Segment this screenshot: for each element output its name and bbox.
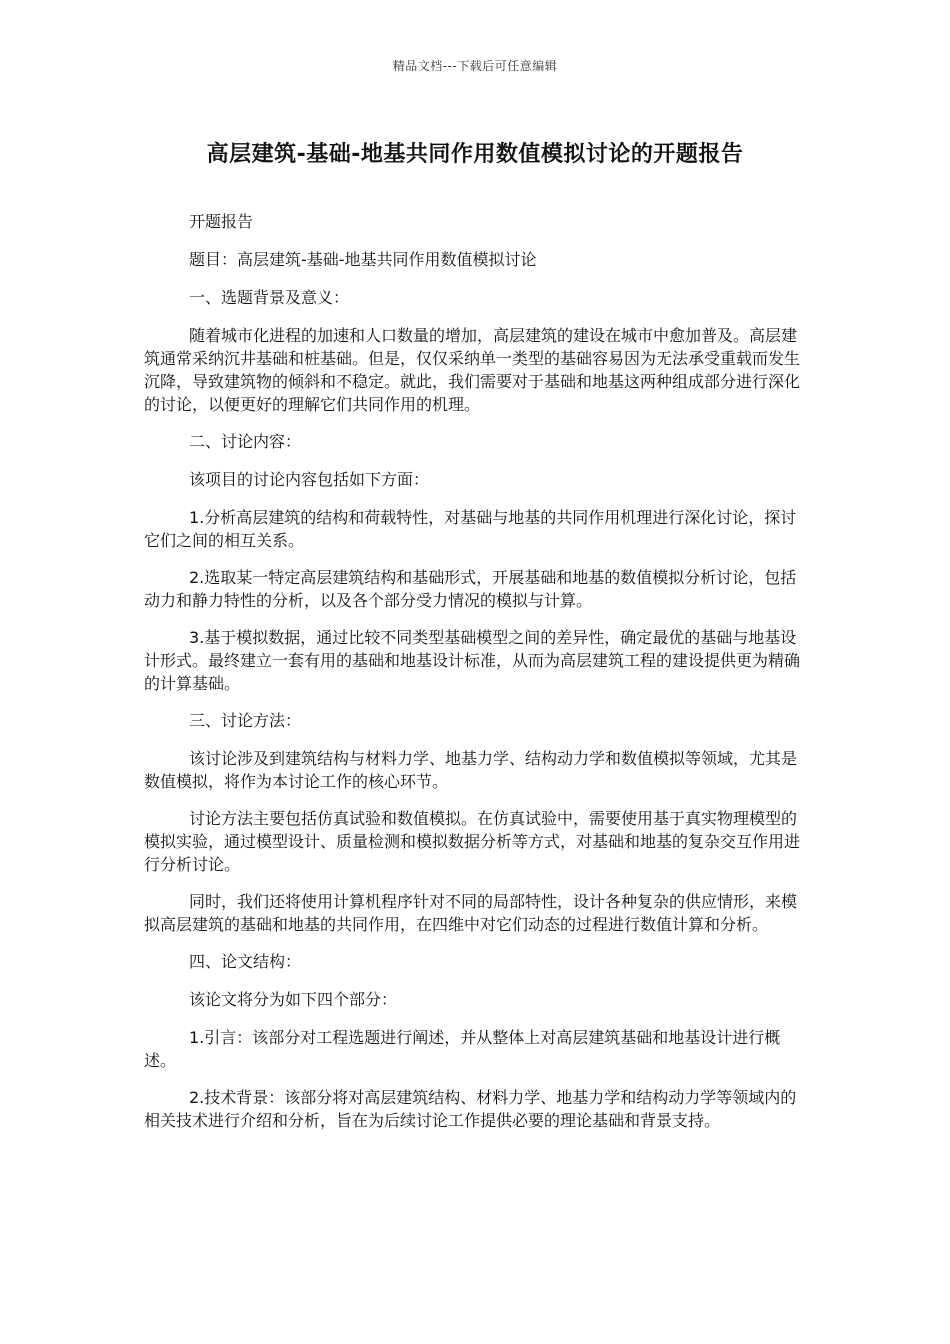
paragraph-content-item-1: 1.分析高层建筑的结构和荷载特性，对基础与地基的共同作用机理进行深化讨论，探讨它们之间的相互关系。 [144,508,797,550]
paragraph-methods-1: 该讨论涉及到建筑结构与材料力学、地基力学、结构动力学和数值模拟等领域，尤其是数值模拟，将作为本讨论工作的核心环节。 [144,749,798,791]
paragraph-structure-item-2: 2.技术背景：该部分将对高层建筑结构、材料力学、地基力学和结构动力学等领域内的相关技术进行介绍和分析，旨在为后续讨论工作提供必要的理论基础和背景支持。 [144,1088,797,1130]
paragraph-structure-item-1: 1.引言：该部分对工程选题进行阐述，并从整体上对高层建筑基础和地基设计进行概述。 [144,1028,781,1070]
paragraph-content-item-2: 2.选取某一特定高层建筑结构和基础形式，开展基础和地基的数值模拟分析讨论，包括动力和静力特性的分析，以及各个部分受力情况的模拟与计算。 [144,568,797,610]
header-note: 精品文档---下载后可任意编辑 [392,59,558,73]
paragraph-content-intro: 该项目的讨论内容包括如下方面： [189,470,430,489]
topic-line: 题目：高层建筑-基础-地基共同作用数值模拟讨论 [189,250,537,269]
paragraph-methods-2: 讨论方法主要包括仿真试验和数值模拟。在仿真试验中，需要使用基于真实物理模型的模拟实验，通过模型设计、质量检测和模拟数据分析等方式，对基础和地基的复杂交互作用进行分析讨论。 [144,809,801,874]
section-label-report: 开题报告 [189,212,254,231]
document-title: 高层建筑-基础-地基共同作用数值模拟讨论的开题报告 [206,142,744,167]
paragraph-methods-3: 同时，我们还将使用计算机程序针对不同的局部特性，设计各种复杂的供应情形，来模拟高层建筑的基础和地基的共同作用，在四维中对它们动态的过程进行数值计算和分析。 [144,892,798,934]
section-heading-methods: 三、讨论方法： [189,711,302,730]
paragraph-structure-intro: 该论文将分为如下四个部分： [189,990,398,1009]
section-heading-content: 二、讨论内容： [189,432,302,451]
paragraph-background: 随着城市化进程的加速和人口数量的增加，高层建筑的建设在城市中愈加普及。高层建筑通常采纳沉井基础和桩基础。但是，仅仅采纳单一类型的基础容易因为无法承受重载而发生沉降，导致建筑物的倾斜和不稳定。就此，我们需要对于基础和地基这两种组成部分进行深化的讨论，以便更好的理解它们共同作用的机理。 [144,326,801,414]
document-body [144,210,810,1146]
section-heading-background: 一、选题背景及意义： [189,288,350,307]
paragraph-content-item-3: 3.基于模拟数据，通过比较不同类型基础模型之间的差异性，确定最优的基础与地基设计形式。最终建立一套有用的基础和地基设计标准，从而为高层建筑工程的建设提供更为精确的计算基础。 [144,628,801,693]
section-heading-structure: 四、论文结构： [189,952,302,971]
